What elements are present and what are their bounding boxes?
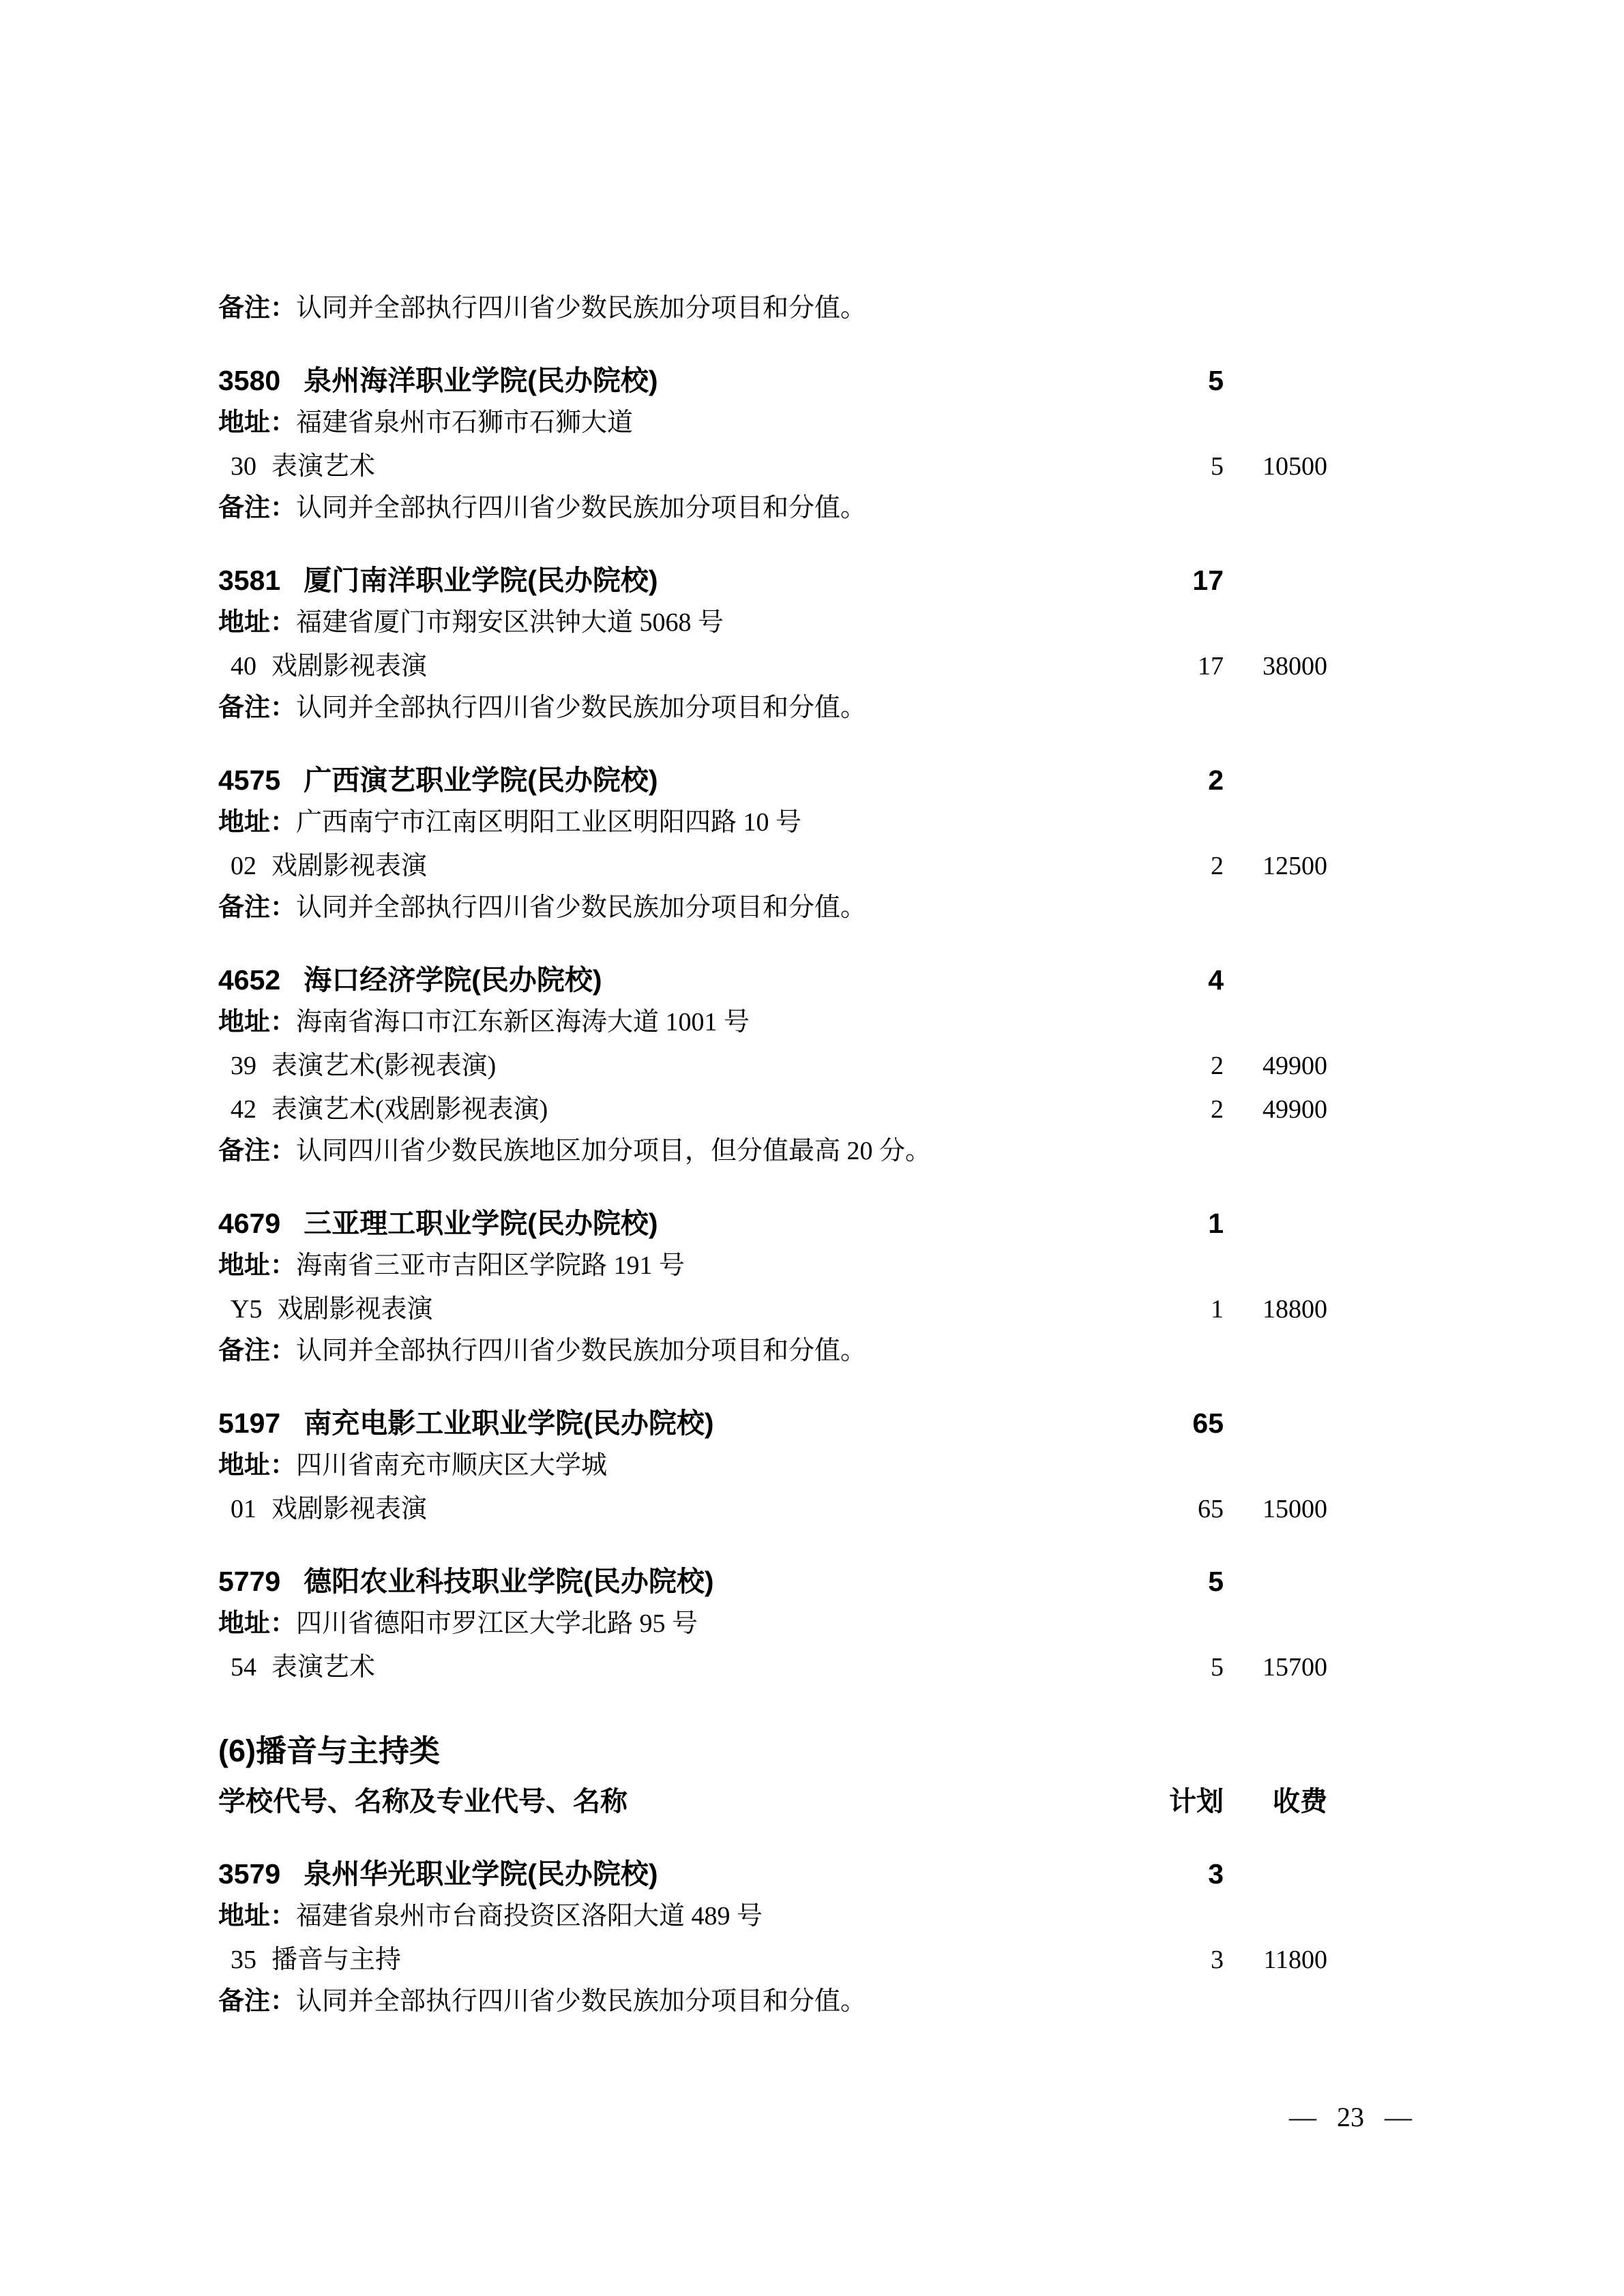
major-code: 42 [231, 1094, 256, 1124]
header-fee-col: 收费 [1273, 1786, 1327, 1817]
school-plan-count: 5 [1208, 1565, 1224, 1597]
major-row [218, 651, 1327, 683]
major-plan-count: 5 [1211, 451, 1224, 481]
footer-dash-right: — [1385, 2102, 1412, 2132]
category-title: (6)播音与主持类 [218, 1733, 440, 1769]
note-label: 备注： [218, 694, 297, 723]
major-fee: 15700 [1263, 1652, 1327, 1682]
school-block [218, 764, 1327, 924]
major-row [218, 851, 1327, 882]
major-row [218, 1294, 1327, 1326]
school-name: 广西演艺职业学院(民办院校) [304, 764, 658, 796]
major-name: 戏剧影视表演 [271, 851, 428, 880]
note-line [218, 1336, 1327, 1367]
address-label: 地址： [218, 1609, 297, 1638]
note-label: 备注： [218, 494, 297, 523]
major-row [218, 1494, 1327, 1525]
address-line [218, 408, 1327, 439]
note-text: 认同并全部执行四川省少数民族加分项目和分值。 [296, 1337, 867, 1366]
school-block [218, 1565, 1327, 1684]
school-code: 5197 [218, 1407, 281, 1439]
table-header-row [218, 1785, 1327, 1818]
address-text: 福建省泉州市石狮市石狮大道 [296, 408, 634, 437]
school-plan-count: 3 [1208, 1858, 1224, 1890]
major-code: 40 [231, 651, 256, 681]
major-plan-count: 2 [1211, 1094, 1224, 1124]
address-label: 地址： [218, 408, 297, 437]
school-name: 海口经济学院(民办院校) [304, 964, 602, 996]
major-plan-count: 2 [1211, 851, 1224, 880]
school-list-performing-arts [218, 364, 1327, 1684]
major-plan-count: 65 [1198, 1494, 1224, 1523]
note-label: 备注： [218, 294, 297, 323]
note-line [218, 893, 1327, 924]
address-label: 地址： [218, 1251, 297, 1281]
school-line [218, 1858, 1327, 1890]
major-name-cell [218, 851, 1164, 882]
note-line [218, 493, 1327, 524]
school-plan-count: 65 [1192, 1407, 1224, 1439]
school-plan-count: 17 [1192, 564, 1224, 596]
address-label: 地址： [218, 1902, 297, 1931]
address-line [218, 807, 1327, 839]
school-block [218, 364, 1327, 524]
note-label: 备注： [218, 1337, 297, 1366]
major-name: 表演艺术(戏剧影视表演) [271, 1094, 548, 1124]
school-code: 4679 [218, 1207, 281, 1239]
major-row [218, 1094, 1327, 1126]
school-name-cell [218, 964, 1164, 996]
note-label: 备注： [218, 1987, 297, 2016]
major-fee: 38000 [1263, 651, 1327, 681]
school-block [218, 564, 1327, 724]
address-line [218, 608, 1327, 639]
school-name: 三亚理工职业学院(民办院校) [304, 1207, 658, 1239]
major-code: 35 [231, 1945, 256, 1974]
school-name-cell [218, 1407, 1164, 1440]
address-line [218, 1251, 1327, 1282]
major-code: 01 [231, 1494, 256, 1523]
major-plan-count: 2 [1211, 1052, 1224, 1081]
address-label: 地址： [218, 808, 297, 837]
major-plan-count: 17 [1198, 651, 1224, 681]
note-label: 备注： [218, 893, 297, 923]
school-block [218, 1407, 1327, 1525]
major-fee: 18800 [1263, 1294, 1327, 1324]
major-name-cell [218, 1051, 1164, 1082]
note-line [218, 693, 1327, 724]
major-name-cell [218, 451, 1164, 483]
school-name-cell [218, 1858, 1164, 1890]
major-fee: 10500 [1263, 451, 1327, 481]
school-name: 南充电影工业职业学院(民办院校) [304, 1407, 714, 1439]
major-code: 39 [231, 1052, 256, 1081]
major-name: 表演艺术 [271, 451, 376, 481]
school-plan-count: 2 [1208, 764, 1224, 796]
major-fee: 49900 [1263, 1094, 1327, 1124]
address-line [218, 1609, 1327, 1640]
major-plan-count: 5 [1211, 1652, 1224, 1682]
school-code: 3579 [218, 1858, 281, 1890]
major-fee: 11800 [1263, 1945, 1327, 1974]
school-name-cell [218, 764, 1164, 796]
school-name: 泉州华光职业学院(民办院校) [304, 1858, 658, 1890]
major-code: Y5 [231, 1294, 263, 1324]
school-code: 5779 [218, 1565, 281, 1597]
major-name-cell [218, 1094, 1164, 1126]
major-name-cell [218, 651, 1164, 683]
note-line [218, 1136, 1327, 1167]
address-text: 海南省三亚市吉阳区学院路 191 号 [296, 1251, 685, 1281]
address-text: 福建省泉州市台商投资区洛阳大道 489 号 [296, 1902, 763, 1931]
note-text: 认同并全部执行四川省少数民族加分项目和分值。 [296, 893, 867, 923]
note-text: 认同并全部执行四川省少数民族加分项目和分值。 [296, 294, 867, 323]
major-fee: 15000 [1263, 1494, 1327, 1523]
school-list-broadcast-hosting [218, 1858, 1327, 2018]
school-line [218, 764, 1327, 796]
note-text: 认同并全部执行四川省少数民族加分项目和分值。 [296, 494, 867, 523]
note-text: 认同并全部执行四川省少数民族加分项目和分值。 [296, 694, 867, 723]
major-name: 戏剧影视表演 [271, 1494, 428, 1523]
continuation-note-line [218, 293, 1327, 325]
address-line [218, 1450, 1327, 1482]
major-name: 戏剧影视表演 [277, 1294, 433, 1324]
school-line [218, 1407, 1327, 1440]
major-row [218, 1945, 1327, 1976]
note-label: 备注： [218, 1137, 297, 1166]
major-name: 戏剧影视表演 [271, 651, 428, 681]
school-line [218, 964, 1327, 996]
address-label: 地址： [218, 1008, 297, 1037]
school-name-cell [218, 364, 1164, 397]
page-content [218, 293, 1327, 2018]
school-line [218, 364, 1327, 397]
school-code: 4652 [218, 964, 281, 996]
major-name-cell [218, 1494, 1164, 1525]
school-line [218, 1565, 1327, 1598]
address-line [218, 1007, 1327, 1039]
school-line [218, 1207, 1327, 1240]
major-row [218, 451, 1327, 483]
header-name-col: 学校代号、名称及专业代号、名称 [218, 1786, 628, 1817]
footer-dash-left: — [1289, 2102, 1316, 2132]
page-footer [1289, 2104, 1412, 2131]
address-text: 四川省南充市顺庆区大学城 [296, 1451, 608, 1480]
major-code: 30 [231, 451, 256, 481]
major-code: 02 [231, 851, 256, 880]
school-name-cell [218, 1565, 1164, 1598]
note-text: 认同四川省少数民族地区加分项目，但分值最高 20 分。 [296, 1137, 932, 1166]
school-name: 泉州海洋职业学院(民办院校) [304, 364, 658, 396]
address-line [218, 1901, 1327, 1933]
major-name-cell [218, 1652, 1164, 1684]
address-text: 广西南宁市江南区明阳工业区明阳四路 10 号 [296, 808, 802, 837]
school-name: 德阳农业科技职业学院(民办院校) [304, 1565, 714, 1597]
school-block [218, 1858, 1327, 2018]
school-plan-count: 5 [1208, 364, 1224, 396]
note-line [218, 1986, 1327, 2018]
school-code: 4575 [218, 764, 281, 796]
major-name: 表演艺术(影视表演) [271, 1052, 497, 1081]
address-label: 地址： [218, 1451, 297, 1480]
school-code: 3580 [218, 364, 281, 396]
school-plan-count: 4 [1208, 964, 1224, 996]
school-name-cell [218, 564, 1164, 597]
major-name: 表演艺术 [271, 1652, 376, 1682]
note-text: 认同并全部执行四川省少数民族加分项目和分值。 [296, 1987, 867, 2016]
school-line [218, 564, 1327, 597]
major-plan-count: 3 [1211, 1945, 1224, 1974]
school-block [218, 964, 1327, 1167]
school-code: 3581 [218, 564, 281, 596]
page-number: 23 [1337, 2102, 1364, 2132]
major-name-cell [218, 1945, 1164, 1976]
header-plan-col: 计划 [1169, 1786, 1224, 1817]
major-plan-count: 1 [1211, 1294, 1224, 1324]
address-label: 地址： [218, 608, 297, 638]
major-row [218, 1652, 1327, 1684]
school-name: 厦门南洋职业学院(民办院校) [304, 564, 658, 596]
major-row [218, 1051, 1327, 1082]
major-fee: 12500 [1263, 851, 1327, 880]
address-text: 海南省海口市江东新区海涛大道 1001 号 [296, 1008, 750, 1037]
address-text: 福建省厦门市翔安区洪钟大道 5068 号 [296, 608, 724, 638]
major-name: 播音与主持 [271, 1945, 402, 1974]
school-plan-count: 1 [1208, 1207, 1224, 1239]
major-name-cell [218, 1294, 1164, 1326]
major-fee: 49900 [1263, 1052, 1327, 1081]
school-name-cell [218, 1207, 1164, 1240]
school-block [218, 1207, 1327, 1367]
address-text: 四川省德阳市罗江区大学北路 95 号 [296, 1609, 698, 1638]
major-code: 54 [231, 1652, 256, 1682]
